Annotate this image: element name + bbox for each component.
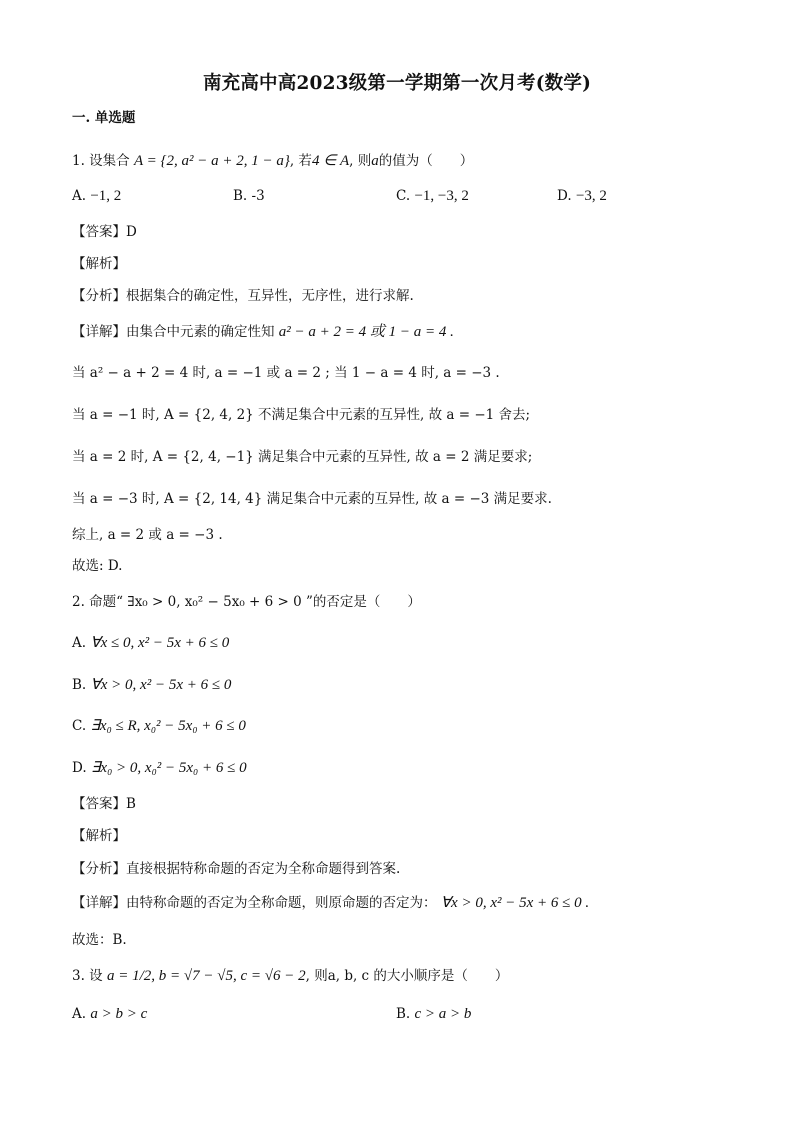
q3-option-b [396, 1004, 471, 1024]
q2-detail-math: ∀x > 0, x² − 5x + 6 ≤ 0 . [440, 895, 590, 911]
q3-option-b-letter: B. [396, 1006, 411, 1022]
q1-option-a-letter: A. [72, 188, 87, 204]
section-heading: 一. 单选题 [72, 110, 136, 126]
q1-option-b-text: -3 [251, 188, 265, 204]
q2-option-b-letter: B. [72, 677, 87, 693]
q1-stem-suffix: 的值为（ ） [378, 153, 474, 169]
q1-option-d-letter: D. [557, 188, 572, 204]
q1-analysis-label: 【解析】 [72, 256, 126, 272]
q2-option-d-letter: D. [72, 760, 87, 776]
q2-option-c [72, 716, 246, 736]
q1-stem-set: A = {2, a² − a + 2, 1 − a} [133, 153, 290, 169]
q1-option-c-text: −1, −3, 2 [414, 188, 469, 204]
q1-option-b [233, 186, 265, 206]
q1-line-3: 当 a = 2 时, A = {2, 4, −1} 满足集合中元素的互异性, 故 a = 2 满足要求; [72, 449, 533, 465]
q1-stem [72, 151, 473, 171]
q1-choice: 故选: D. [72, 558, 123, 574]
q2-detail-text: 【详解】由特称命题的否定为全称命题，则原命题的否定为： [72, 895, 437, 911]
q1-stem-mid2: , 则 [349, 153, 372, 169]
q1-line-2: 当 a = −1 时, A = {2, 4, 2} 不满足集合中元素的互异性, 故 a = −1 舍去; [72, 407, 531, 423]
q1-option-d [557, 186, 607, 206]
q1-line-5: 综上, a = 2 或 a = −3 . [72, 527, 223, 543]
q3-option-a-text: a > b > c [90, 1006, 148, 1022]
q3-stem [72, 966, 508, 986]
q1-fenxi: 【分析】根据集合的确定性，互异性，无序性，进行求解. [72, 288, 414, 304]
q3-option-b-text: c > a > b [414, 1006, 472, 1022]
q3-stem-math: a = 1/2, b = √7 − √5, c = √6 − 2 [106, 968, 306, 984]
q2-stem: 2. 命题“ ∃x₀ > 0, x₀² − 5x₀ + 6 > 0 ”的否定是（ ） [72, 594, 421, 610]
q2-option-b-text: ∀x > 0, x² − 5x + 6 ≤ 0 [90, 677, 232, 693]
q1-stem-cond: 4 ∈ A [311, 153, 350, 169]
q1-line-1: 当 a² − a + 2 = 4 时, a = −1 或 a = 2 ; 当 1 − a = 4 时, a = −3 . [72, 365, 500, 381]
q3-stem-suffix: , 则a, b, c 的大小顺序是（ ） [305, 968, 509, 984]
q2-fenxi: 【分析】直接根据特称命题的否定为全称命题得到答案. [72, 861, 401, 877]
q1-option-a [72, 186, 121, 206]
q1-line-4: 当 a = −3 时, A = {2, 14, 4} 满足集合中元素的互异性, 故 a = −3 满足要求. [72, 491, 552, 507]
q2-analysis-label: 【解析】 [72, 828, 126, 844]
q1-option-d-text: −3, 2 [575, 188, 607, 204]
q2-option-c-letter: C. [72, 718, 87, 734]
q1-option-c [396, 186, 469, 206]
q2-option-d-text: ∃x₀ > 0, x₀² − 5x₀ + 6 ≤ 0 [90, 760, 247, 776]
q2-option-a [72, 633, 229, 653]
q1-answer: 【答案】D [72, 224, 137, 240]
q2-answer: 【答案】B [72, 796, 136, 812]
q1-stem-mid: , 若 [289, 153, 312, 169]
q1-option-c-letter: C. [396, 188, 411, 204]
q1-detail-label: 【详解】由集合中元素的确定性知 [72, 324, 275, 340]
q1-stem-var: a [371, 153, 379, 169]
q2-choice: 故选：B. [72, 932, 127, 948]
q1-option-b-letter: B. [233, 188, 248, 204]
q1-detail-math: a² − a + 2 = 4 或 1 − a = 4 . [278, 324, 454, 340]
q3-stem-prefix: 3. 设 [72, 968, 103, 984]
q1-option-a-text: −1, 2 [90, 188, 122, 204]
q2-option-a-letter: A. [72, 635, 87, 651]
q2-option-a-text: ∀x ≤ 0, x² − 5x + 6 ≤ 0 [90, 635, 230, 651]
q3-option-a [72, 1004, 147, 1024]
q2-detail [72, 893, 589, 913]
q1-detail [72, 322, 454, 342]
q2-option-b [72, 675, 231, 695]
q3-option-a-letter: A. [72, 1006, 87, 1022]
page-title: 南充高中高2023级第一学期第一次月考(数学) [202, 73, 592, 94]
q2-option-c-text: ∃x₀ ≤ R, x₀² − 5x₀ + 6 ≤ 0 [90, 718, 246, 734]
q1-stem-prefix: 1. 设集合 [72, 153, 130, 169]
q2-option-d [72, 758, 247, 778]
